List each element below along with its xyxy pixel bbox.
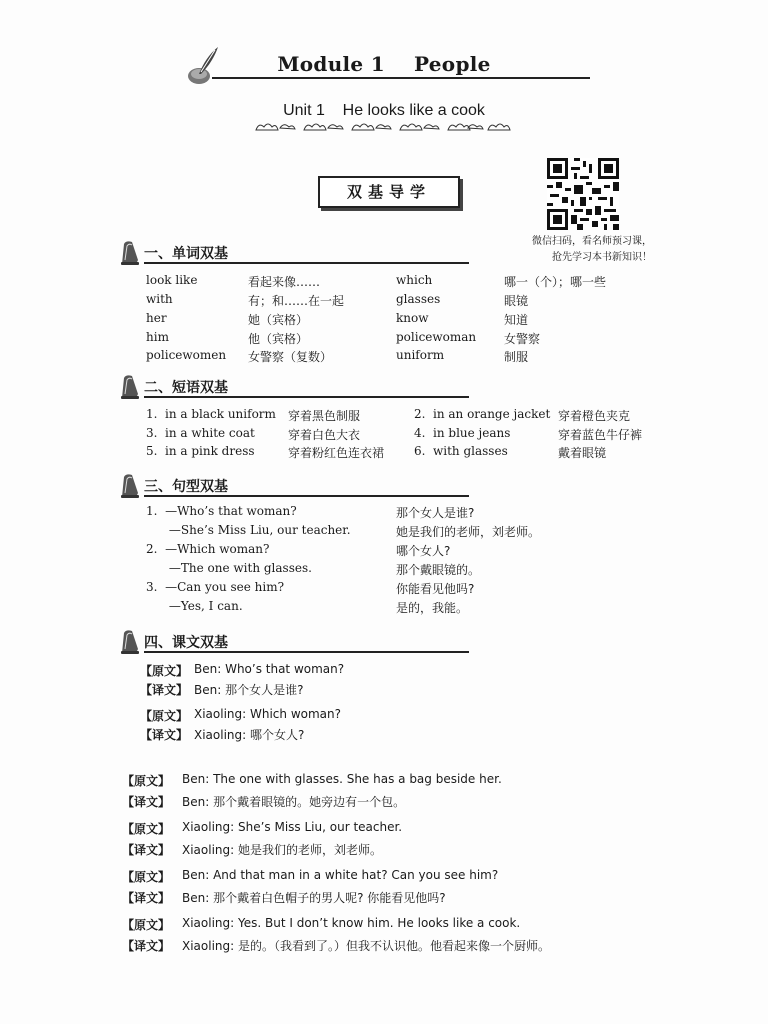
phrase-zh-4: 穿着蓝色牛仔裤	[558, 428, 643, 442]
orig-tag: 【原文】	[122, 870, 171, 884]
orig-tag: 【原文】	[140, 709, 189, 723]
module-title: Module 1 People	[277, 52, 491, 76]
vocab-en-10: uniform	[396, 348, 445, 362]
orig-tag: 【原文】	[140, 664, 189, 678]
vocab-zh-10: 制服	[504, 350, 529, 364]
section-rule	[144, 651, 469, 653]
sentence-en-4: —The one with glasses.	[146, 561, 312, 575]
phrase-zh-5: 穿着粉红色连衣裙	[288, 446, 385, 460]
section-heading-vocab	[118, 240, 478, 266]
vocab-en-5: policewomen	[146, 348, 227, 362]
cloud-decoration	[252, 118, 516, 134]
phrase-en-1: in a black uniform	[165, 407, 276, 421]
section-banner: 双基导学	[318, 176, 460, 208]
scroll-icon	[118, 473, 142, 499]
phrase-en-3: in a white coat	[165, 426, 255, 440]
vocab-zh-8: 知道	[504, 313, 529, 327]
vocab-zh-4: 他（宾格）	[248, 332, 309, 346]
sentence-zh-1: 那个女人是谁?	[396, 506, 475, 520]
sentence-en-5: 3. —Can you see him?	[146, 580, 285, 594]
sentence-en-1: 1. —Who’s that woman?	[146, 504, 297, 518]
phrase-en-4: in blue jeans	[433, 426, 511, 440]
qr-note-line-1: 微信扫码，看名师预习课，	[532, 236, 652, 247]
phrase-zh-1: 穿着黑色制服	[288, 409, 361, 423]
phrase-num-3: 3.	[146, 426, 158, 440]
scroll-icon	[118, 240, 142, 266]
trans-tag: 【译文】	[140, 683, 189, 697]
vocab-en-9: policewoman	[396, 330, 477, 344]
phrase-en-5: in a pink dress	[165, 444, 255, 458]
text-orig-4: Xiaoling: She’s Miss Liu, our teacher.	[182, 820, 403, 834]
section-rule	[144, 396, 469, 398]
text-orig-6: Xiaoling: Yes. But I don’t know him. He looks like a cook.	[182, 916, 521, 930]
text-trans-3: Ben: 那个戴着眼镜的。她旁边有一个包。	[182, 795, 406, 809]
sentence-en-2: —She’s Miss Liu, our teacher.	[146, 523, 351, 537]
vocab-zh-3: 她（宾格）	[248, 313, 309, 327]
phrase-en-6: with glasses	[433, 444, 508, 458]
text-orig-1: Ben: Who’s that woman?	[194, 662, 345, 676]
vocab-zh-6: 哪一（个）；哪一些	[504, 275, 607, 289]
vocab-en-8: know	[396, 311, 429, 325]
section-title-vocab: 一、单词双基	[144, 246, 228, 262]
scroll-icon	[118, 374, 142, 400]
section-heading-sentences	[118, 473, 478, 499]
text-trans-5: Ben: 那个戴着白色帽子的男人呢? 你能看见他吗?	[182, 891, 446, 905]
vocab-zh-7: 眼镜	[504, 294, 529, 308]
trans-tag: 【译文】	[122, 843, 171, 857]
phrase-num-6: 6.	[414, 444, 426, 458]
section-rule	[144, 262, 469, 264]
sentence-en-3: 2. —Which woman?	[146, 542, 270, 556]
qr-code-icon[interactable]	[547, 158, 619, 230]
sentence-en-6: —Yes, I can.	[146, 599, 243, 613]
vocab-en-7: glasses	[396, 292, 441, 306]
section-heading-phrases	[118, 374, 478, 400]
sentence-zh-5: 你能看见他吗?	[396, 582, 475, 596]
orig-tag: 【原文】	[122, 774, 171, 788]
phrase-zh-3: 穿着白色大衣	[288, 428, 361, 442]
vocab-en-1: look like	[146, 273, 198, 287]
section-rule	[144, 495, 469, 497]
sentence-zh-2: 她是我们的老师，刘老师。	[396, 525, 541, 539]
vocab-en-4: him	[146, 330, 169, 344]
text-orig-2: Xiaoling: Which woman?	[194, 707, 341, 721]
text-orig-5: Ben: And that man in a white hat? Can you see him?	[182, 868, 499, 882]
vocab-zh-9: 女警察	[504, 332, 541, 346]
text-trans-4: Xiaoling: 她是我们的老师，刘老师。	[182, 843, 382, 857]
orig-tag: 【原文】	[122, 822, 171, 836]
section-heading-text	[118, 629, 478, 655]
unit-title: Unit 1 He looks like a cook	[283, 102, 485, 119]
phrase-num-2: 2.	[414, 407, 426, 421]
vocab-en-2: with	[146, 292, 173, 306]
section-title-sentences: 三、句型双基	[144, 479, 228, 495]
vocab-en-3: her	[146, 311, 167, 325]
text-trans-6: Xiaoling: 是的。（我看到了。）但我不认识他。他看起来像一个厨师。	[182, 939, 551, 953]
vocab-en-6: which	[396, 273, 433, 287]
phrase-num-4: 4.	[414, 426, 426, 440]
trans-tag: 【译文】	[140, 728, 189, 742]
text-trans-1: Ben: 那个女人是谁?	[194, 683, 304, 697]
sentence-zh-6: 是的，我能。	[396, 601, 469, 615]
phrase-zh-2: 穿着橙色夹克	[558, 409, 631, 423]
trans-tag: 【译文】	[122, 891, 171, 905]
qr-note-line-2: 抢先学习本书新知识！	[552, 252, 652, 263]
scroll-icon	[118, 629, 142, 655]
section-title-phrases: 二、短语双基	[144, 380, 228, 396]
orig-tag: 【原文】	[122, 918, 171, 932]
vocab-zh-1: 看起来像……	[248, 275, 321, 289]
sentence-zh-3: 哪个女人?	[396, 544, 451, 558]
text-orig-3: Ben: The one with glasses. She has a bag beside her.	[182, 772, 502, 786]
text-trans-2: Xiaoling: 哪个女人?	[194, 728, 305, 742]
vocab-zh-2: 有；和……在一起	[248, 294, 345, 308]
phrase-en-2: in an orange jacket	[433, 407, 551, 421]
trans-tag: 【译文】	[122, 939, 171, 953]
trans-tag: 【译文】	[122, 795, 171, 809]
header-divider	[212, 77, 590, 79]
sentence-zh-4: 那个戴眼镜的。	[396, 563, 481, 577]
phrase-num-1: 1.	[146, 407, 158, 421]
phrase-zh-6: 戴着眼镜	[558, 446, 607, 460]
vocab-zh-5: 女警察（复数）	[248, 350, 333, 364]
section-title-text: 四、课文双基	[144, 635, 228, 651]
phrase-num-5: 5.	[146, 444, 158, 458]
